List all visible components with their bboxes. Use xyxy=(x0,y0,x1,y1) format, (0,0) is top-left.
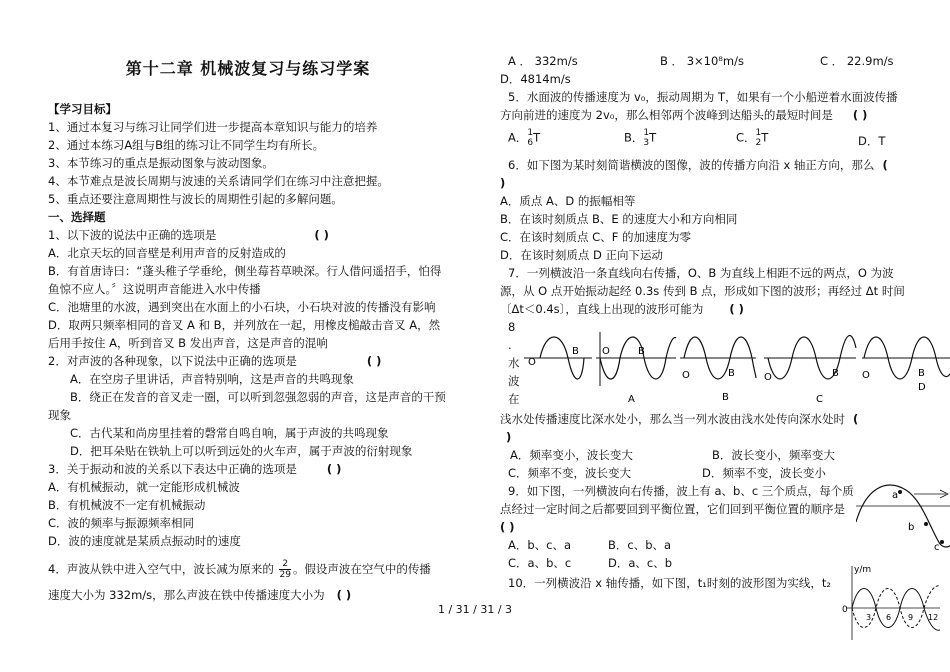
fraction: $\frac{2}{29}$ xyxy=(279,559,291,580)
goal-item: 3、本节练习的重点是振动图象与波动图象。 xyxy=(48,156,274,170)
svg-text:B: B xyxy=(638,346,645,357)
answer-paren: ) xyxy=(500,176,506,190)
section-heading: 一、选择题 xyxy=(48,210,106,224)
tick-label: 9 xyxy=(908,613,914,622)
page-title: 第十二章 机械波复习与练习学案 xyxy=(125,59,371,78)
q2-option-c: C．古代某和尚房里挂着的磬常自鸣自响，属于声波的共鸣现象 xyxy=(70,426,389,440)
q4-stem: 4．声波从铁中进入空气中，波长减为原来的 $\frac{2}{29}$ 。假设声波在空气中的传播 xyxy=(48,559,431,580)
q9-option-a: A．b、c、a xyxy=(508,538,572,552)
label-a: a xyxy=(892,490,899,501)
answer-paren: ( ) xyxy=(500,520,515,534)
answer-paren: ( ) xyxy=(326,462,342,476)
q10-wave-figure xyxy=(840,562,940,642)
q3-option-d: D．波的速度就是某质点振动时的速度 xyxy=(48,534,241,548)
q6-stem: 6．如下图为某时刻简谐横波的图像，波的传播方向沿 x 轴正方向，那么 ( xyxy=(508,158,888,172)
tick-label: 3 xyxy=(866,613,872,622)
goal-item: 4、本节难点是波长周期与波速的关系请同学们在练习中注意把握。 xyxy=(48,174,389,188)
q2-option-a: A．在空房子里讲话，声音特别响，这是声音的共鸣现象 xyxy=(70,372,354,386)
q10-stem: 10．一列横波沿 x 轴传播，如下图，t₁时刻的波形图为实线，t₂ xyxy=(508,576,831,590)
caption-d: D xyxy=(918,382,926,393)
q3-stem: 3．关于振动和波的关系以下表达中正确的选项是 ( ) xyxy=(48,462,342,476)
q5-stem: 5．水面波的传播速度为 v₀，振动周期为 T，如果有一个小船逆着水面波传播 xyxy=(508,90,898,104)
answer-paren: ( ) xyxy=(852,108,868,122)
answer-paren: ( ) xyxy=(336,588,352,602)
tick-label: 12 xyxy=(928,613,939,622)
caption-c: C xyxy=(816,394,823,405)
q2-option-d: D．把耳朵贴在铁轨上可以听到远处的火车声，属于声波的衍射现象 xyxy=(70,444,413,458)
q7-wave-figure xyxy=(500,318,950,410)
q1-option-b-cont: 鱼惊不应人。〞这说明声音能进入水中传播 xyxy=(48,282,261,296)
q9-stem-cont: 点经过一定时间之后都要回到平衡位置，它们回到平衡位置的顺序是 xyxy=(500,502,845,516)
q2-option-b-cont: 现象 xyxy=(48,408,71,422)
q4-options xyxy=(500,52,950,70)
q1-option-c: C．池塘里的水波，遇到突出在水面上的小石块，小石块对波的传播没有影响 xyxy=(48,300,436,314)
q7-figures xyxy=(500,318,950,410)
q8-option-b: B．波长变小，频率变大 xyxy=(712,448,835,462)
answer-paren: ( ) xyxy=(366,354,382,368)
q8-vertical-label: 8 . 水 波 在 xyxy=(508,320,520,406)
svg-text:O: O xyxy=(862,370,870,381)
label-c: c xyxy=(934,542,940,550)
svg-text:O: O xyxy=(764,372,772,383)
svg-text:B: B xyxy=(832,368,839,379)
caption-b: B xyxy=(722,392,729,403)
q8-option-c: C．频率不变，波长变大 xyxy=(508,466,632,480)
q4-option-d: D．4814m/s xyxy=(500,72,571,86)
q3-option-c: C．波的频率与振源频率相同 xyxy=(48,516,195,530)
q7-option-c-wave xyxy=(764,336,856,405)
q8-options-row1 xyxy=(500,446,950,464)
q4-option-a: A ． 332m/s xyxy=(508,54,578,68)
svg-text:B: B xyxy=(728,368,735,379)
q8-option-d: D．频率不变，波长变小 xyxy=(702,466,826,480)
y-axis-label: y/m xyxy=(854,565,872,575)
q6-option-c: C．在该时刻质点 C、F 的加速度为零 xyxy=(500,230,691,244)
q7-stem: 7．一列横波沿一条直线向右传播，O、B 为直线上相距不远的两点，O 为波 xyxy=(508,266,894,280)
q2-stem: 2．对声波的各种现象，以下说法中正确的选项是 ( ) xyxy=(48,354,382,368)
svg-text:O: O xyxy=(682,370,690,381)
answer-paren: ( ) xyxy=(314,228,329,242)
q7-original-wave xyxy=(524,337,592,379)
q4-option-c: C ． 22.9m/s xyxy=(820,54,894,68)
goal-item: 5、重点还要注意周期性与波长的周期性引起的多解问题。 xyxy=(48,192,343,206)
goal-item: 1、通过本复习与练习让同学们进一步提高本章知识与能力的培养 xyxy=(48,120,378,134)
label-o: O xyxy=(528,357,536,368)
q9-stem: 9．如下图，一列横波向右传播，波上有 a、b、c 三个质点，每个质 xyxy=(508,484,854,498)
left-column xyxy=(48,0,448,604)
q3-option-b: B．有机械波不一定有机械振动 xyxy=(48,498,206,512)
q3-option-a: A．有机械振动，就一定能形成机械波 xyxy=(48,480,240,494)
q1-option-a: A．北京天坛的回音壁是利用声音的反射造成的 xyxy=(48,246,286,260)
q9-wave-figure xyxy=(856,478,950,550)
label-b: b xyxy=(908,522,915,533)
q9-option-b: B．c、b、a xyxy=(608,538,672,552)
q5-option-d: D．T xyxy=(858,134,886,148)
q9-option-d: D．a、c、b xyxy=(608,556,673,570)
q5-stem-cont: 方向前进的速度为 2v₀，那么相邻两个波峰到达船头的最短时间是 ( ) xyxy=(500,108,868,122)
label-b: B xyxy=(572,346,579,357)
q2-option-b: B．绕正在发音的音叉走一圈，可以听到忽强忽弱的声音，这是声音的干预 xyxy=(70,390,446,404)
q8-stem: 浅水处传播速度比深水处小，那么当一列水波由浅水处传向深水处时 ( xyxy=(500,412,859,426)
tick-label: 6 xyxy=(886,613,892,622)
q9-option-c: C．a、b、c xyxy=(508,556,572,570)
q5-option-c: C． 1 2 T xyxy=(736,128,769,148)
q8-option-a: A．频率变小，波长变大 xyxy=(510,448,633,462)
q4-option-b: B ． 3×10⁸m/s xyxy=(660,54,744,68)
q1-option-d: D．取两只频率相同的音叉 A 和 B，并列放在一起，用橡皮槌敲击音叉 A，然 xyxy=(48,318,441,332)
q4-stem-cont: 速度大小为 332m/s，那么声波在铁中传播速度大小为 ( ) xyxy=(48,588,352,602)
q6-option-b: B．在该时刻质点 B、E 的速度大小和方向相同 xyxy=(500,212,738,226)
q7-option-d-wave xyxy=(862,337,950,393)
svg-text:O: O xyxy=(602,346,610,357)
answer-paren: ) xyxy=(506,430,512,444)
q5-options xyxy=(500,124,950,150)
q6-option-a: A．质点 A、D 的振幅相等 xyxy=(500,194,636,208)
origin-label: 0 xyxy=(842,605,848,615)
q5-option-b: B． 1 3 T xyxy=(624,128,657,148)
q1-option-b: B．有首唐诗曰：“蓬头稚子学垂纶，侧坐莓苔草映深。行人借问遥招手，怕得 xyxy=(48,264,442,278)
q7-option-b-wave xyxy=(680,337,756,403)
q1-option-d-cont: 后用手按住 A，听到音叉 B 发出声音，这是声音的混响 xyxy=(48,336,328,350)
answer-paren: ( ) xyxy=(729,302,744,316)
caption-a: A xyxy=(628,394,635,405)
q7-stem-cont: 源，从 O 点开始振动起经 0.3s 传到 B 点，形成如下图的波形；再经过 Δt 时间 xyxy=(500,284,905,298)
q6-option-d: D．在该时刻质点 D 正向下运动 xyxy=(500,248,664,262)
q5-option-a: A． 1 6 T xyxy=(508,128,541,148)
q7-option-a-wave xyxy=(596,332,676,405)
goal-item: 2、通过本练习A组与B组的练习让不同学生均有所长。 xyxy=(48,138,325,152)
q7-stem-cont2: 〔Δt＜0.4s〕，直线上出现的波形可能为 ( ) xyxy=(500,302,744,316)
q1-stem: 1、以下波的说法中正确的选项是 ( ) xyxy=(48,228,329,242)
goals-heading: 【学习目标】 xyxy=(48,102,117,116)
svg-text:B: B xyxy=(918,368,925,379)
page-footer: 1 / 31 / 31 / 3 xyxy=(437,603,513,616)
